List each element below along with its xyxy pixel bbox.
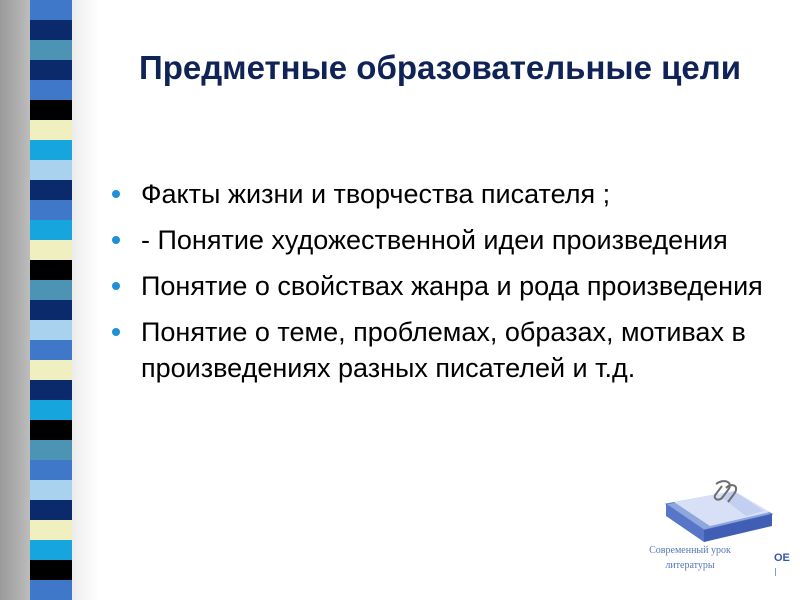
stripe-segment (30, 280, 72, 300)
footer-caption (630, 543, 750, 573)
stripe-segment (30, 480, 72, 500)
bullet-text: Факты жизни и творчества писателя ; (141, 179, 611, 209)
footer-mark (775, 568, 776, 576)
stripe-segment (30, 440, 72, 460)
stripe-segment (30, 140, 72, 160)
stripe-segment (30, 380, 72, 400)
bullet-list (110, 176, 770, 396)
stripe-segment (30, 500, 72, 520)
stripe-segment (30, 400, 72, 420)
bullet-text: - Понятие художественной идеи произведения (141, 225, 728, 255)
stripe-segment (30, 360, 72, 380)
stripe-segment (30, 180, 72, 200)
bullet-item (110, 222, 770, 258)
stripe-segment (30, 260, 72, 280)
open-book-with-paperclip-icon (662, 478, 792, 548)
round-bullet-icon (112, 236, 120, 244)
bullet-item (110, 314, 770, 386)
stripe-segment (30, 160, 72, 180)
stripe-segment (30, 460, 72, 480)
stripe-segment (30, 320, 72, 340)
round-bullet-icon (112, 190, 120, 198)
bullet-text: Понятие о теме, проблемах, образах, мотивах в произведениях разных писателей и т.д. (141, 317, 746, 383)
round-bullet-icon (112, 282, 120, 290)
stripe-segment (30, 240, 72, 260)
stripe-segment (30, 0, 72, 20)
footer-line-1: Современный урок (649, 545, 731, 556)
decorative-color-stripe (30, 0, 72, 600)
stripe-segment (30, 120, 72, 140)
stripe-segment (30, 60, 72, 80)
stripe-segment (30, 40, 72, 60)
stripe-segment (30, 300, 72, 320)
footer-line-2: литературы (665, 560, 715, 571)
bullet-item (110, 268, 770, 304)
stripe-segment (30, 80, 72, 100)
stripe-segment (30, 20, 72, 40)
slide-title: Предметные образовательные цели (139, 49, 741, 86)
bullet-item (110, 176, 770, 212)
stripe-segment (30, 520, 72, 540)
stripe-segment (30, 580, 72, 600)
round-bullet-icon (112, 328, 120, 336)
stripe-segment (30, 540, 72, 560)
stripe-segment (30, 220, 72, 240)
stripe-segment (30, 420, 72, 440)
stripe-segment (30, 340, 72, 360)
stripe-segment (30, 200, 72, 220)
stripe-segment (30, 560, 72, 580)
footer-logo: ОЕ (774, 552, 790, 564)
stripe-segment (30, 100, 72, 120)
bullet-text: Понятие о свойствах жанра и рода произведения (141, 271, 763, 301)
